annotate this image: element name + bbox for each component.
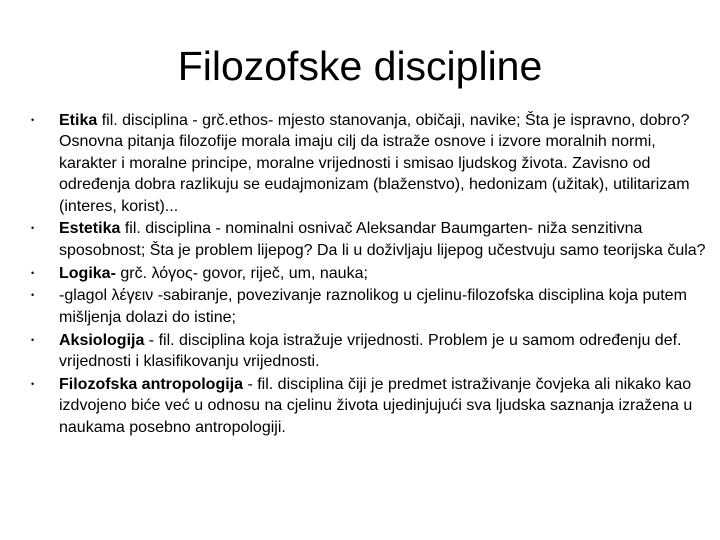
bullet-item-estetika <box>30 218 710 261</box>
bullet-body: fil. disciplina - nominalni osnivač Aleksandar Baumgarten- niža senzitivna sposobnost; Šta je problem lijepog? Da li u doživljaju lijepog učestvuju samo teorijska čula? <box>59 220 706 259</box>
bullet-body: grč. λόγος- govor, riječ, um, nauka; <box>115 264 368 282</box>
bullet-item-logika <box>30 263 710 284</box>
bullet-item-legein <box>30 285 710 328</box>
bullet-text <box>59 110 710 217</box>
bullet-text <box>59 218 710 261</box>
bullet-dot-icon: • <box>31 223 35 234</box>
bullet-text <box>59 285 710 328</box>
bullet-body: fil. disciplina - grč.ethos- mjesto stanovanja, običaji, navike; Šta je ispravno, dobro? Osnovna pitanja filozofije morala imaju cilj da istraže osnove i izvore moralnih normi, karakter i moralne principe, moralne vrijednosti i smisao ljudskog života. Zavisno od određenja dobra razlikuju se eudajmonizam (blaženstvo), hedonizam (užitak), utilitarizam (interes, korist)... <box>59 112 690 215</box>
bullet-term: Estetika <box>59 220 121 238</box>
bullet-body: - fil. disciplina čiji je predmet istraživanje čovjeka ali nikako kao izdvojeno biće već u odnosu na cjelinu života ujedinjujući sva ljudska saznanja izražena u naukama posebno antropologiji. <box>59 375 693 436</box>
bullet-text <box>59 374 710 438</box>
bullet-dot-icon: • <box>31 378 35 389</box>
bullet-dot-icon: • <box>31 334 35 345</box>
bullet-term: Aksiologija <box>59 331 145 349</box>
bullet-term: Etika <box>59 112 98 129</box>
bullet-text <box>59 263 710 284</box>
bullet-dot-icon: • <box>31 115 35 125</box>
bullet-item-etika <box>30 110 710 217</box>
bullet-term: Filozofska antropologija <box>59 375 244 393</box>
bullet-dot-icon: • <box>31 290 35 301</box>
bullet-item-antropologija <box>30 374 710 438</box>
bullet-body: -glagol λέγειν -sabiranje, povezivanje raznolikog u cjelinu-filozofska disciplina koja putem mišljenja dolazi do istine; <box>59 287 687 326</box>
bullet-text <box>59 330 710 373</box>
bullet-list <box>30 110 710 439</box>
bullet-body: - fil. disciplina koja istražuje vrijednosti. Problem je u samom određenju def. vrijednosti i klasifikovanju vrijednosti. <box>59 331 682 371</box>
slide-title: Filozofske discipline <box>177 43 543 89</box>
bullet-item-aksiologija <box>30 330 710 373</box>
bullet-dot-icon: • <box>31 267 35 278</box>
bullet-term: Logika- <box>59 264 116 282</box>
